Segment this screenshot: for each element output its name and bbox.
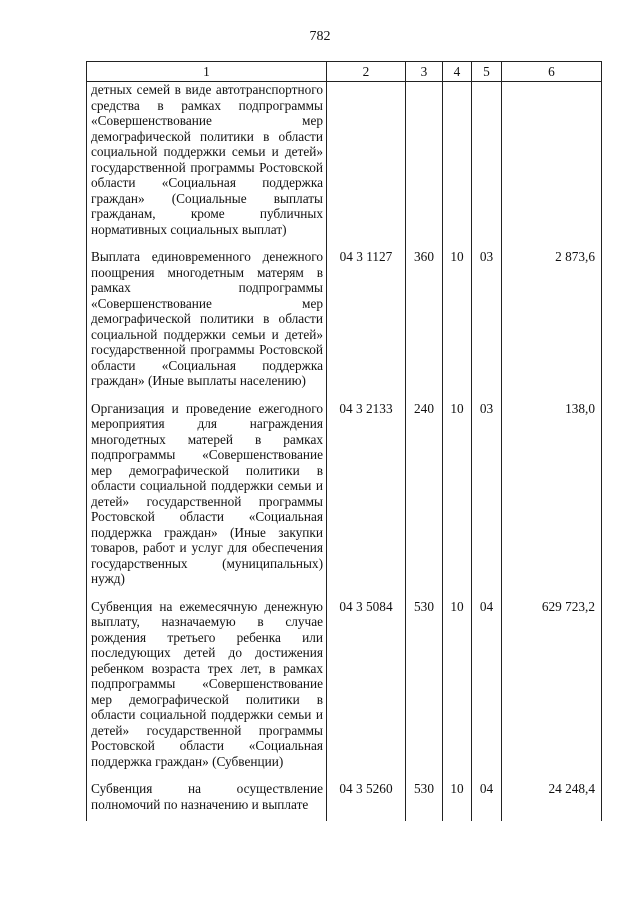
column-header-6: 6 xyxy=(502,62,602,82)
row-sum xyxy=(502,82,602,247)
row-code: 04 3 5084 xyxy=(327,596,406,779)
row-rz xyxy=(443,82,472,247)
row-rz: 10 xyxy=(443,778,472,821)
page-number: 782 xyxy=(309,29,331,44)
row-description: Организация и проведение ежегодного мероприятия для награждения многодетных матерей в рамках подпрограммы «Совершенствование мер демографической политики в области социальной поддержки семьи и детей» государственной программы Ростовской области «Социальная поддержка граждан» (Иные закупки товаров, работ и услуг для обеспечения государственных (муниципальных) нужд) xyxy=(87,398,327,596)
column-header-4: 4 xyxy=(443,62,472,82)
row-rz: 10 xyxy=(443,596,472,779)
row-vr: 360 xyxy=(406,246,443,398)
row-description: Выплата единовременного денежного поощрения многодетным матерям в рамках подпрограммы «Совершенствование мер демографической политики в области социальной поддержки семьи и детей» государственной программы Ростовской области «Социальная поддержка граждан» (Иные выплаты населению) xyxy=(87,246,327,398)
row-sum: 138,0 xyxy=(502,398,602,596)
row-vr: 530 xyxy=(406,778,443,821)
row-vr xyxy=(406,82,443,247)
table-row xyxy=(87,246,602,398)
row-description: Субвенция на осуществление полномочий по назначению и выплате xyxy=(87,778,327,821)
table-row xyxy=(87,398,602,596)
row-code xyxy=(327,82,406,247)
column-header-5: 5 xyxy=(472,62,502,82)
row-pr: 03 xyxy=(472,398,502,596)
column-header-3: 3 xyxy=(406,62,443,82)
row-code: 04 3 2133 xyxy=(327,398,406,596)
row-pr: 04 xyxy=(472,778,502,821)
row-pr xyxy=(472,82,502,247)
row-rz: 10 xyxy=(443,246,472,398)
table-row xyxy=(87,82,602,247)
row-sum: 629 723,2 xyxy=(502,596,602,779)
row-description: Субвенция на ежемесячную денежную выплату, назначаемую в случае рождения третьего ребенка или последующих детей до достижения ребенком возраста трех лет, в рамках подпрограммы «Совершенствование мер демографической политики в области социальной поддержки семьи и детей» государственной программы Ростовской области «Социальная поддержка граждан» (Субвенции) xyxy=(87,596,327,779)
row-pr: 03 xyxy=(472,246,502,398)
row-vr: 530 xyxy=(406,596,443,779)
row-code: 04 3 5260 xyxy=(327,778,406,821)
row-sum: 2 873,6 xyxy=(502,246,602,398)
column-header-1: 1 xyxy=(87,62,327,82)
budget-table xyxy=(86,61,602,821)
row-description: детных семей в виде автотранспортного средства в рамках подпрограммы «Совершенствование мер демографической политики в области социальной поддержки семьи и детей» государственной программы Ростовской области «Социальная поддержка граждан» (Социальные выплаты гражданам, кроме публичных нормативных социальных выплат) xyxy=(87,82,327,247)
row-sum: 24 248,4 xyxy=(502,778,602,821)
table-header-row xyxy=(87,62,602,82)
table-row xyxy=(87,596,602,779)
row-vr: 240 xyxy=(406,398,443,596)
table-row xyxy=(87,778,602,821)
row-rz: 10 xyxy=(443,398,472,596)
row-pr: 04 xyxy=(472,596,502,779)
row-code: 04 3 1127 xyxy=(327,246,406,398)
column-header-2: 2 xyxy=(327,62,406,82)
